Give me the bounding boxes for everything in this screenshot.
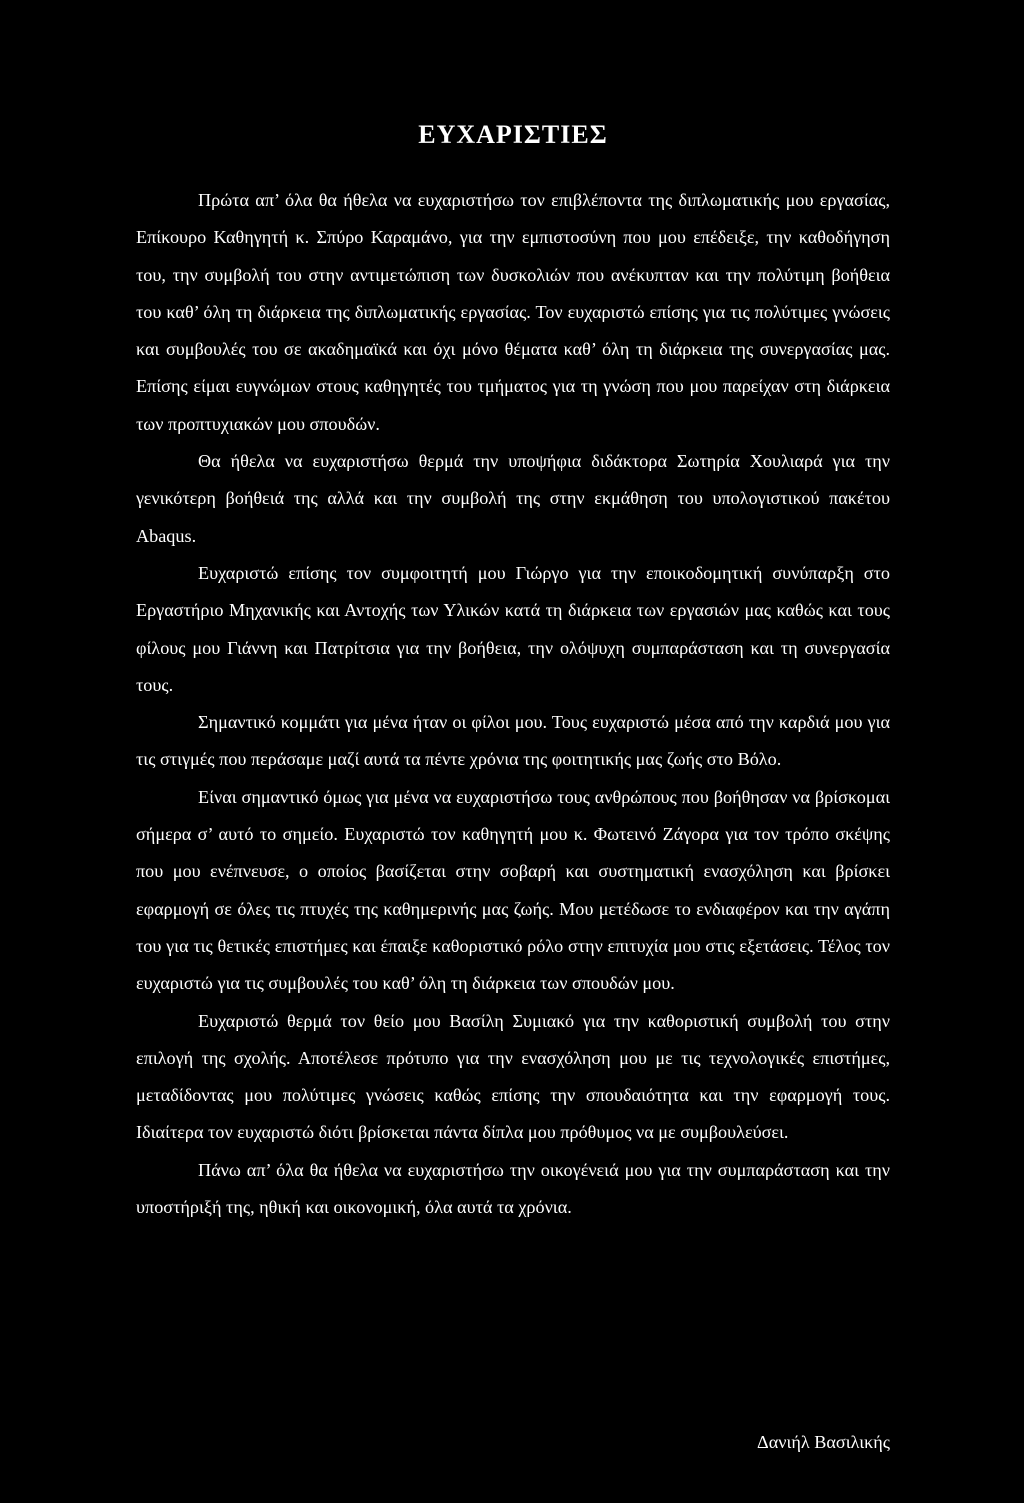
paragraph-family: Πάνω απ’ όλα θα ήθελα να ευχαριστήσω την οικογένειά μου για την συμπαράσταση και την υποστήριξή της, ηθική και οικονομική, όλα αυτά τα χρόνια. xyxy=(136,1159,890,1218)
paragraph-supervisor: Πρώτα απ’ όλα θα ήθελα να ευχαριστήσω τον επιβλέποντα της διπλωματικής μου εργασίας, Επίκουρο Καθηγητή κ. Σπύρο Καραμάνο, για την εμπιστοσύνη που μου επέδειξε, την καθοδήγηση του, την συμβολή του στην αντιμετώπιση των δυσκολιών που ανέκυπταν και την πολύτιμη βοήθεια του καθ’ όλη τη διάρκεια της διπλωματικής εργασίας. Τον ευχαριστώ επίσης για τις πολύτιμες γνώσεις και συμβουλές του σε ακαδημαϊκά και όχι μόνο θέματα καθ’ όλη τη διάρκεια της συνεργασίας μας. Επίσης είμαι ευγνώμων στους καθηγητές του τμήματος για τη γνώση που μου παρείχαν στη διάρκεια των προπτυχιακών μου σπουδών. xyxy=(136,190,890,434)
acknowledgements-body xyxy=(136,182,890,1226)
paragraph-friends: Σημαντικό κομμάτι για μένα ήταν οι φίλοι μου. Τους ευχαριστώ μέσα από την καρδιά μου για τις στιγμές που περάσαμε μαζί αυτά τα πέντε χρόνια της φοιτητικής μας ζωής στο Βόλο. xyxy=(136,712,890,770)
page-title: ΕΥΧΑΡΙΣΤΙΕΣ xyxy=(418,120,608,149)
author-signature: Δανιήλ Βασιλικής xyxy=(757,1432,890,1452)
paragraph-teacher: Είναι σημαντικό όμως για μένα να ευχαριστήσω τους ανθρώπους που βοήθησαν να βρίσκομαι σήμερα σ’ αυτό το σημείο. Ευχαριστώ τον καθηγητή μου κ. Φωτεινό Ζάγορα για τον τρόπο σκέψης που μου ενέπνευσε, ο οποίος βασίζεται στην σοβαρή και συστηματική ενασχόληση και βρίσκει εφαρμογή σε όλες τις πτυχές της καθημερινής μας ζωής. Μου μετέδωσε το ενδιαφέρον και την αγάπη του για τις θετικές επιστήμες και έπαιξε καθοριστικό ρόλο στην επιτυχία μου στις εξετάσεις. Τέλος τον ευχαριστώ για τις συμβουλές του καθ’ όλη τη διάρκεια των σπουδών μου. xyxy=(136,786,890,994)
paragraph-phd-candidate: Θα ήθελα να ευχαριστήσω θερμά την υποψήφια διδάκτορα Σωτηρία Χουλιαρά για την γενικότερη βοήθειά της αλλά και την συμβολή της στην εκμάθηση του υπολογιστικού πακέτου Abaqus. xyxy=(136,451,890,546)
paragraph-classmates: Ευχαριστώ επίσης τον συμφοιτητή μου Γιώργο για την εποικοδομητική συνύπαρξη στο Εργαστήριο Μηχανικής και Αντοχής των Υλικών κατά τη διάρκεια των εργασιών μας καθώς και τους φίλους μου Γιάννη και Πατρίτσια για την βοήθεια, την ολόψυχη συμπαράσταση και τη συνεργασία τους. xyxy=(136,562,890,695)
paragraph-uncle: Ευχαριστώ θερμά τον θείο μου Βασίλη Συμιακό για την καθοριστική συμβολή του στην επιλογή της σχολής. Αποτέλεσε πρότυπο για την ενασχόληση μου με τις τεχνολογικές επιστήμες, μεταδίδοντας μου πολύτιμες γνώσεις καθώς επίσης την σπουδαιότητα και την εφαρμογή τους. Ιδιαίτερα τον ευχαριστώ διότι βρίσκεται πάντα δίπλα μου πρόθυμος να με συμβουλεύσει. xyxy=(136,1010,890,1143)
